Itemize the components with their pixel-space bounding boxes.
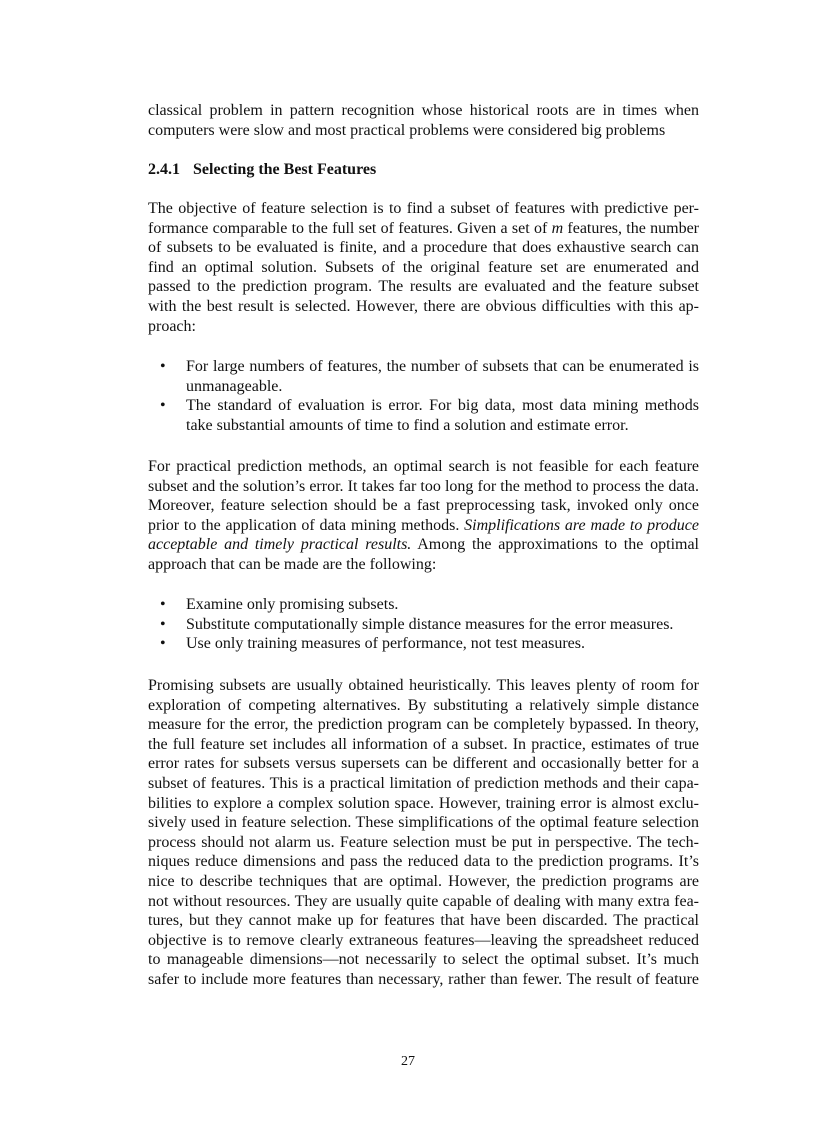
text-line [148, 258, 699, 278]
text: For practical prediction methods, an optimal search is not feasible for each feature [148, 458, 699, 475]
text: niques reduce dimensions and pass the reduced data to the prediction programs. It’s [148, 853, 699, 871]
text: formance comparable to the full set of features. Given a set of [148, 219, 552, 237]
text: safer to include more features than necessary, rather than fewer. The result of feature [148, 970, 699, 988]
section-number: 2.4.1 [148, 161, 180, 178]
bullet-item [148, 595, 699, 615]
text: objective is to remove clearly extraneous features—leaving the spreadsheet reduced [148, 931, 699, 949]
text-line [148, 813, 699, 833]
text-line: take substantial amounts of time to find a solution and estimate error. [186, 416, 629, 434]
italic-text: acceptable and timely practical results. [148, 536, 412, 554]
text-line: unmanageable. [186, 377, 283, 395]
italic-text: Simplifications are made to produce [464, 516, 699, 534]
paragraph-promising-subsets [148, 676, 699, 990]
section-heading [148, 161, 376, 179]
bullet-icon: • [160, 635, 166, 653]
bullet-icon: • [160, 397, 166, 415]
bullet-icon: • [160, 358, 166, 375]
text-line [148, 238, 699, 258]
text: approach that can be made are the following: [148, 555, 437, 573]
text: Moreover, feature selection should be a fast preprocessing task, invoked only once [148, 497, 699, 515]
bullet-item [148, 634, 699, 654]
text: prior to the application of data mining methods. [148, 516, 465, 534]
text: the full feature set includes all information of a subset. In practice, estimates of true [148, 735, 699, 753]
text: exploration of competing alternatives. By substituting a relatively simple distance [148, 696, 699, 714]
bullet-item [148, 357, 699, 396]
text-line [148, 277, 699, 297]
text: error rates for subsets versus supersets can be different and occasionally better for a [148, 755, 699, 773]
text-line: Substitute computationally simple distance measures for the error measures. [186, 615, 674, 633]
text-line [148, 872, 699, 892]
paragraph-objective [148, 199, 699, 336]
text-line [148, 317, 699, 337]
text: nice to describe techniques that are optimal. However, the prediction programs are [148, 872, 699, 890]
text-line: For large numbers of features, the number of subsets that can be enumerated is [186, 358, 699, 375]
text-line [148, 931, 699, 951]
bullet-list-difficulties [148, 357, 699, 435]
text-line [148, 555, 699, 575]
text-line [148, 794, 699, 814]
intro-paragraph [148, 101, 699, 140]
text-line [148, 676, 699, 696]
text-line [148, 121, 699, 141]
text-line [148, 496, 699, 516]
text: bilities to explore a complex solution space. However, training error is almost exclu- [148, 794, 699, 812]
text-line [148, 696, 699, 716]
text: measure for the error, the prediction program can be completely bypassed. In theory, [148, 716, 699, 734]
section-title: Selecting the Best Features [193, 161, 377, 178]
text-line: Examine only promising subsets. [186, 596, 399, 613]
bullet-icon: • [160, 615, 166, 633]
text: Promising subsets are usually obtained heuristically. This leaves plenty of room for [148, 677, 699, 694]
text: tures, but they cannot make up for features that have been discarded. The practical [148, 912, 699, 930]
text-line [148, 970, 699, 990]
text: not without resources. They are usually quite capable of dealing with many extra fea- [148, 892, 699, 910]
text-line [148, 219, 699, 239]
page-number: 27 [401, 1054, 415, 1069]
text-line [148, 892, 699, 912]
text-line [148, 199, 699, 219]
text-line [148, 477, 699, 497]
text-line [148, 950, 699, 970]
text-line: Use only training measures of performance, not test measures. [186, 635, 585, 653]
text: of subsets to be evaluated is finite, and a procedure that does exhaustive search can [148, 239, 699, 257]
text-line [148, 457, 699, 477]
text: passed to the prediction program. The results are evaluated and the feature subset [148, 278, 699, 296]
bullet-icon: • [160, 596, 166, 613]
text-line: The standard of evaluation is error. For big data, most data mining methods [186, 397, 699, 415]
text-line [148, 735, 699, 755]
text: subset and the solution’s error. It takes far too long for the method to process the data. [148, 477, 699, 495]
bullet-item [148, 396, 699, 435]
text: subset of features. This is a practical limitation of prediction methods and their capa- [148, 774, 699, 792]
text-line [148, 715, 699, 735]
text-line [148, 101, 699, 121]
paragraph-practical [148, 457, 699, 575]
text: Among the approximations to the optimal [411, 536, 700, 554]
text: proach: [148, 317, 196, 335]
text: features, the number [563, 219, 699, 237]
italic-text: m [551, 219, 564, 237]
text: process should not alarm us. Feature selection must be put in perspective. The tech- [148, 833, 699, 851]
bullet-list-approximations [148, 595, 699, 654]
text-line [148, 535, 699, 555]
text: with the best result is selected. However, there are obvious difficulties with this ap- [148, 297, 699, 315]
text-line [148, 833, 699, 853]
bullet-item [148, 615, 699, 635]
text-line [148, 911, 699, 931]
text-line [148, 852, 699, 872]
text: classical problem in pattern recognition whose historical roots are in times when [148, 102, 699, 119]
text: to manageable dimensions—not necessarily to select the optimal subset. It’s much [148, 951, 699, 969]
text: sively used in feature selection. These simplifications of the optimal feature selection [148, 814, 699, 832]
text-line [148, 297, 699, 317]
text-line [148, 754, 699, 774]
text-line [148, 516, 699, 536]
text: The objective of feature selection is to find a subset of features with predictive per- [148, 200, 699, 217]
text-line [148, 774, 699, 794]
text: computers were slow and most practical problems were considered big problems [148, 121, 666, 139]
text: find an optimal solution. Subsets of the original feature set are enumerated and [148, 258, 699, 276]
